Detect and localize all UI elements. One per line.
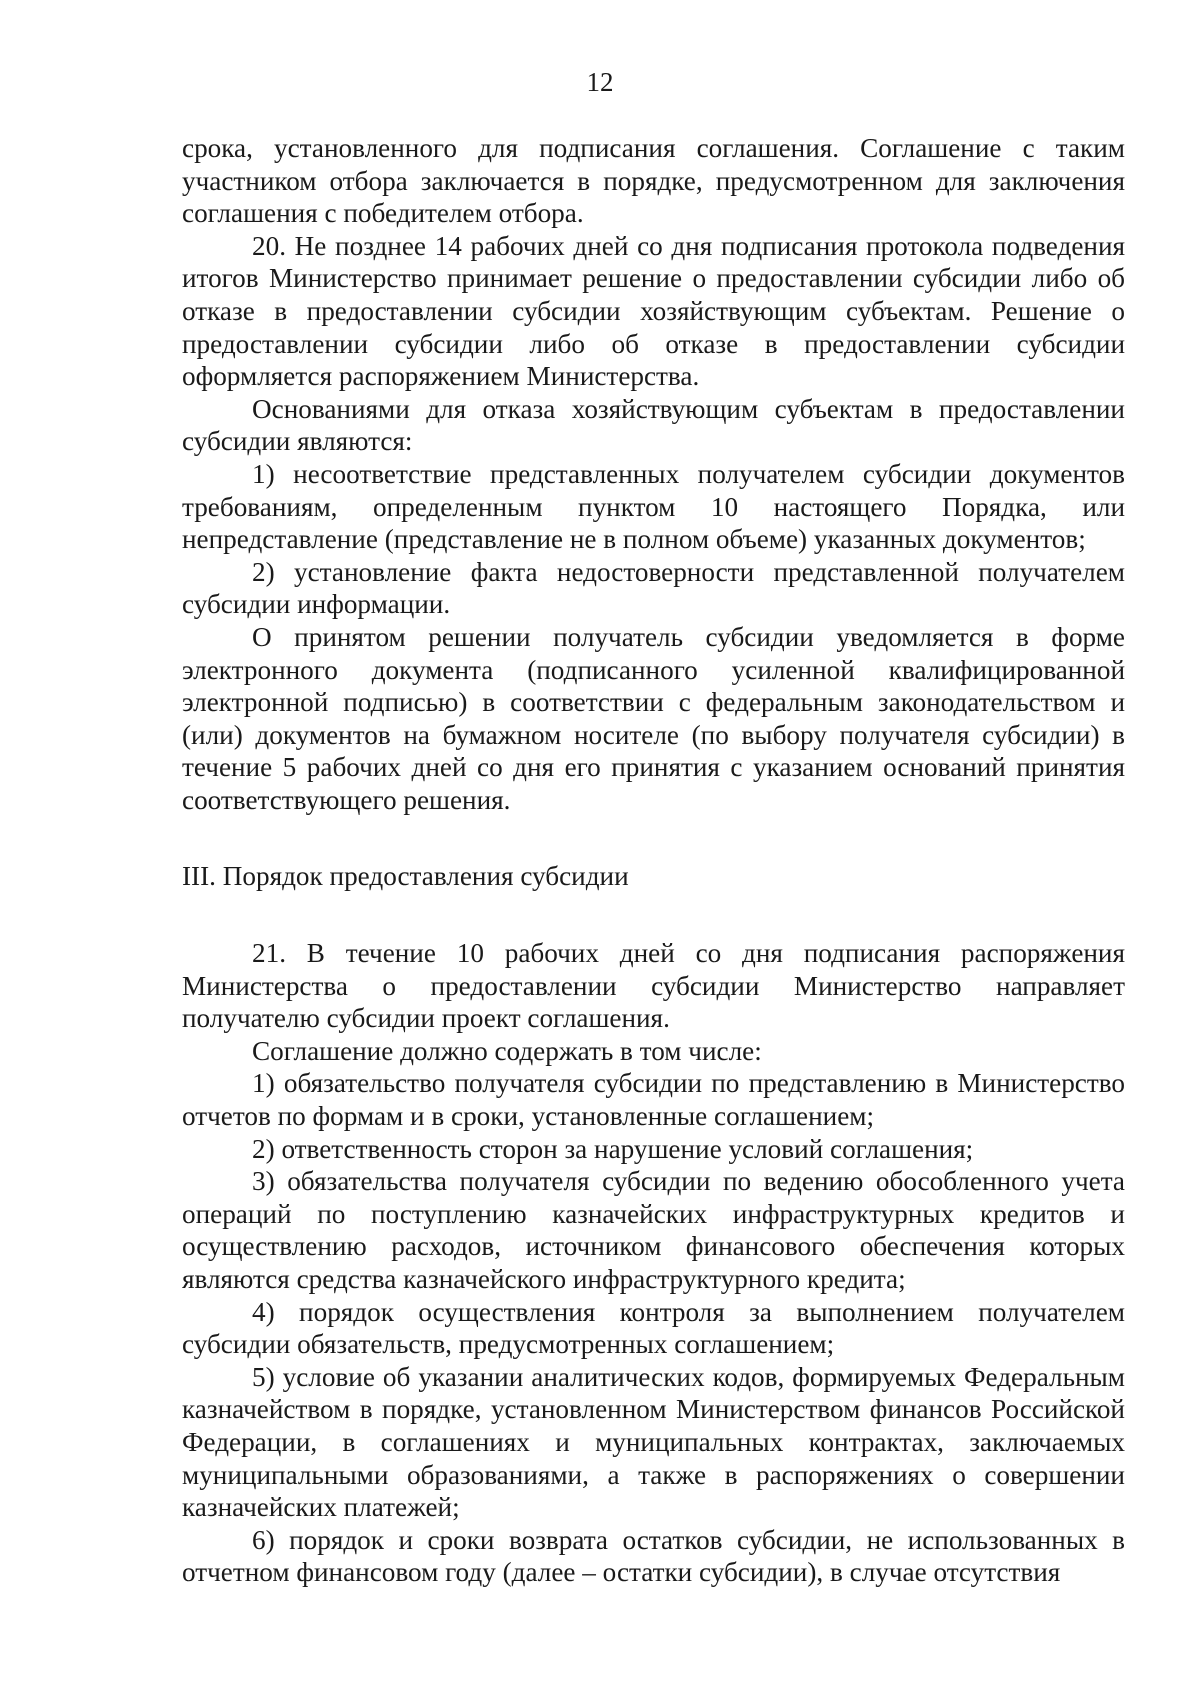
paragraph-agreement-contents: Соглашение должно содержать в том числе: [252, 1035, 762, 1066]
paragraph-agreement-1: 1) обязательство получателя субсидии по представлению в Министерство отчетов по формам и в сроки, установленные соглашением; [182, 1068, 1125, 1132]
paragraph-continuation: срока, установленного для подписания соглашения. Соглашение с таким участником отбора заключается в порядке, предусмотренном для заключения соглашения с победителем отбора. [182, 133, 1125, 229]
paragraph-ground-1: 1) несоответствие представленных получателем субсидии документов требованиям, определенным пунктом 10 настоящего Порядка, или непредставление (представление не в полном объеме) указанных документов; [182, 458, 1125, 555]
page-number: 12 [586, 67, 614, 97]
paragraph-item-20: 20. Не позднее 14 рабочих дней со дня подписания протокола подведения итогов Министерство принимает решение о предоставлении субсидии либо об отказе в предоставлении субсидии хозяйствующим субъектам. Решение о предоставлении субсидии либо об отказе в предоставлении субсидии оформляется распоряжением Министерства. [182, 230, 1125, 392]
paragraph-agreement-3: 3) обязательства получателя субсидии по ведению обособленного учета операций по поступлению казначейских инфраструктурных кредитов и осуществлению расходов, источником финансового обеспечения которых являются средства казначейского инфраструктурного кредита; [182, 1166, 1125, 1294]
paragraph-ground-2: 2) установление факта недостоверности представленной получателем субсидии информации. [182, 556, 1125, 620]
paragraph-refusal-grounds: Основаниями для отказа хозяйствующим субъектам в предоставлении субсидии являются: [182, 393, 1125, 457]
paragraph-agreement-2: 2) ответственность сторон за нарушение условий соглашения; [252, 1133, 974, 1164]
document-body [182, 132, 1125, 1589]
paragraph-agreement-4: 4) порядок осуществления контроля за выполнением получателем субсидии обязательств, предусмотренных соглашением; [182, 1296, 1125, 1360]
paragraph-agreement-5: 5) условие об указании аналитических кодов, формируемых Федеральным казначейством в порядке, установленном Министерством финансов Российской Федерации, в соглашениях и муниципальных контрактах, заключаемых муниципальными образованиями, а также в распоряжениях о совершении казначейских платежей; [182, 1361, 1125, 1523]
paragraph-item-21: 21. В течение 10 рабочих дней со дня подписания распоряжения Министерства о предоставлении субсидии Министерство направляет получателю субсидии проект соглашения. [182, 938, 1125, 1034]
paragraph-agreement-6: 6) порядок и сроки возврата остатков субсидии, не использованных в отчетном финансовом году (далее – остатки субсидии), в случае отсутствия [182, 1524, 1125, 1588]
paragraph-notification: О принятом решении получатель субсидии уведомляется в форме электронного документа (подписанного усиленной квалифицированной электронной подписью) в соответствии с федеральным законодательством и (или) документов на бумажном носителе (по выбору получателя субсидии) в течение 5 рабочих дней со дня его принятия с указанием оснований принятия соответствующего решения. [182, 621, 1125, 815]
section-heading: III. Порядок предоставления субсидии [182, 861, 629, 892]
